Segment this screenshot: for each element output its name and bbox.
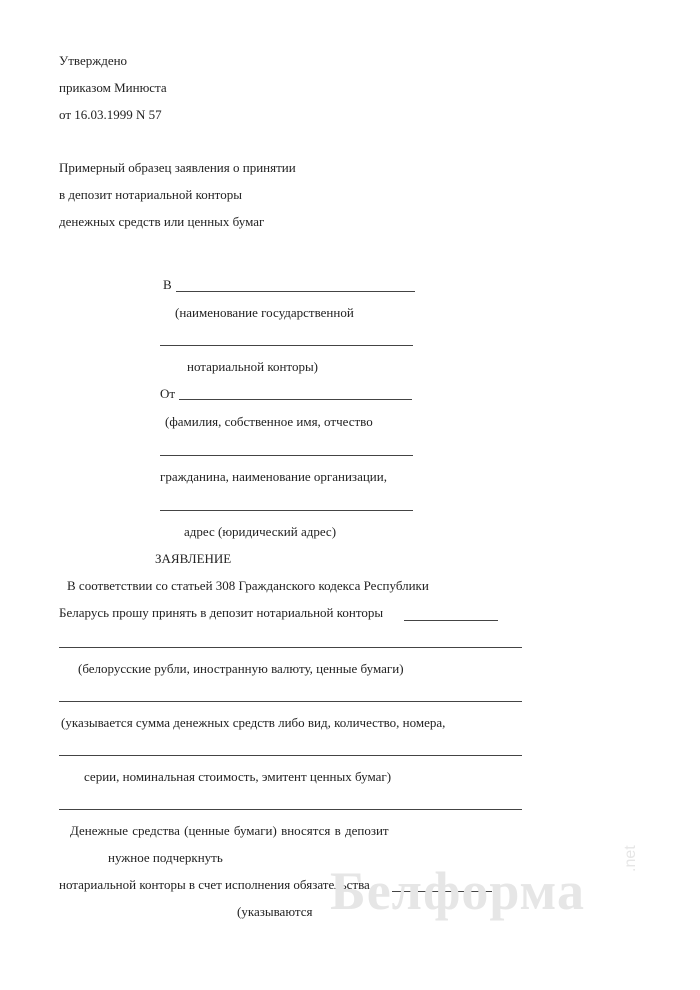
from-hint-2: гражданина, наименование организации, xyxy=(160,469,387,484)
from-hint-1: (фамилия, собственное имя, отчество xyxy=(165,414,373,429)
approval-line-1: Утверждено xyxy=(59,53,128,68)
sample-title-line-1: Примерный образец заявления о принятии xyxy=(59,160,296,175)
from-hint-3: адрес (юридический адрес) xyxy=(184,524,337,539)
statement-p2-line-1: Денежные средства (ценные бумаги) вносятся в депозит xyxy=(70,823,389,838)
series-blank-line xyxy=(59,755,522,756)
amount-blank-line xyxy=(59,701,522,702)
to-blank-line xyxy=(176,291,415,292)
hint-series: серии, номинальная стоимость, эмитент ценных бумаг) xyxy=(84,769,392,784)
approval-line-3: от 16.03.1999 N 57 xyxy=(59,107,162,122)
deposit-object-blank xyxy=(404,620,498,621)
sample-title-line-2: в депозит нотариальной конторы xyxy=(59,187,242,202)
from-blank-line xyxy=(179,399,412,400)
to-hint-1: (наименование государственной xyxy=(175,305,354,320)
statement-p2-hint-2: (указываются xyxy=(237,904,313,919)
from-blank-line-3 xyxy=(160,510,413,511)
from-prefix: От xyxy=(160,386,176,401)
to-hint-2: нотариальной конторы) xyxy=(187,359,319,374)
belforma-watermark: Белформа xyxy=(330,861,585,921)
hint-amount: (указывается сумма денежных средств либо вид, количество, номера, xyxy=(61,715,446,730)
statement-p1-line-1: В соответствии со статьей 308 Гражданского кодекса Республики xyxy=(67,578,429,593)
to-blank-line-2 xyxy=(160,345,413,346)
to-prefix: В xyxy=(163,277,172,292)
statement-heading: ЗАЯВЛЕНИЕ xyxy=(155,551,232,566)
statement-p1-line-2: Беларусь прошу принять в депозит нотариальной конторы xyxy=(59,605,384,620)
from-blank-line-2 xyxy=(160,455,413,456)
currency-blank-line xyxy=(59,647,522,648)
hint-currency: (белорусские рубли, иностранную валюту, ценные бумаги) xyxy=(78,661,404,676)
approval-line-2: приказом Минюста xyxy=(59,80,167,95)
statement-p2-line-2: нотариальной конторы в счет исполнения обязательства xyxy=(59,877,370,892)
sample-title-line-3: денежных средств или ценных бумаг xyxy=(59,214,265,229)
extra-blank-line xyxy=(59,809,522,810)
statement-p2-hint: нужное подчеркнуть xyxy=(108,850,223,865)
belforma-watermark-suffix: .net xyxy=(622,845,639,872)
